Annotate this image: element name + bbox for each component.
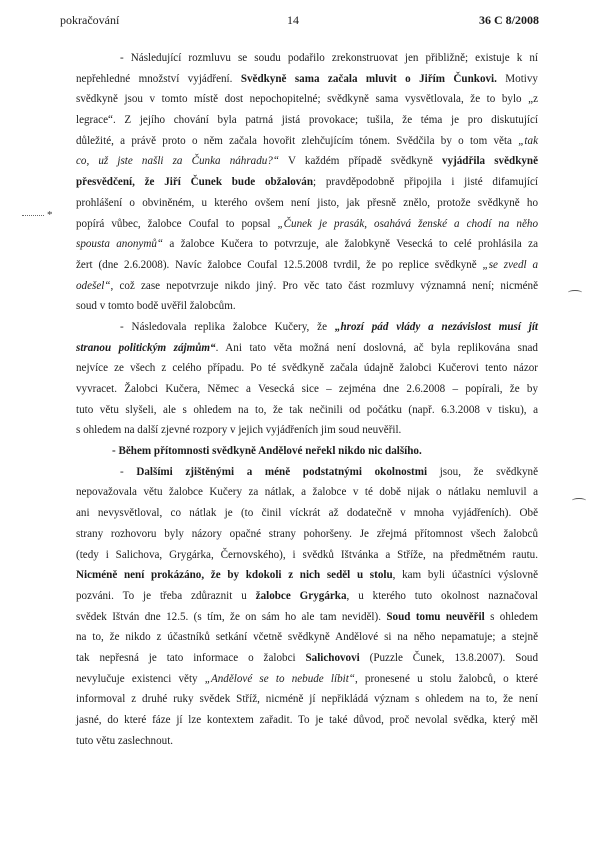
emphasized-text: „Čunek je prasák, osahává ženské a chodí na něho (277, 217, 538, 230)
text-line (76, 89, 538, 110)
paragraph (76, 317, 538, 441)
text-line (76, 503, 538, 524)
emphasized-text: Dalšími zjištěnými a méně podstatnými okolnostmi (136, 465, 428, 478)
text-run: nejvíce ze všech z celého případu. Po té svědkyně začala údajně žalobci Kučerovi tento názor (76, 362, 538, 375)
emphasized-text: odešel“ (76, 279, 111, 292)
text-run: , u kterého tuto okolnost naznačoval (346, 589, 538, 602)
text-run: vyvracet. Žalobci Kučera, Němec a Vesecká sice – zejména dne 2.6.2008 – popírali, že by (76, 383, 538, 395)
text-run: prohlášení o obviněném, u kterého ovšem není jisto, jak přesně znělo, protože svědkyně ho (76, 196, 538, 209)
text-run: (Puzzle Čunek, 13.8.2007). Soud (359, 651, 539, 664)
text-line (76, 131, 538, 152)
text-line (76, 689, 538, 710)
asterisk-mark: * (47, 209, 53, 221)
text-line (76, 172, 538, 193)
pen-stroke-mark (572, 498, 586, 503)
text-line (76, 358, 538, 379)
text-run: svědkyně jsou v tomto místě dost nepochopitelné; svědkyně sama vysvětlovala, že to bylo „z (76, 93, 538, 106)
text-run: (tedy i Salichova, Grygárka, Černovského), i svědků Ištvánka a Stříže, na předmětném rautu. (76, 548, 538, 561)
page-number: 14 (287, 13, 299, 27)
text-line (76, 441, 538, 462)
text-run: s ohledem na další zjevné rozpory v jejich vyjádřeních jim soud neuvěřil. (76, 424, 402, 437)
text-run: Motivy (496, 72, 538, 85)
text-line (76, 627, 538, 648)
text-line (76, 234, 538, 255)
text-run: tuto větu slyšeli, ale s ohledem na to, že tak nečinili od počátku (např. 6.3.2008 v tisku), a (76, 403, 538, 416)
text-run: jsou, že svědkyně (427, 465, 539, 478)
document-body (76, 48, 538, 751)
text-line (76, 669, 538, 690)
text-line (76, 338, 538, 359)
text-run: pozváni. To je třeba zdůraznit u (76, 589, 256, 602)
text-run: V každém případě svědkyně (279, 155, 442, 168)
emphasized-text: žalobce Grygárka (255, 589, 347, 602)
emphasized-text: Svědkyně sama začala mluvit o Jiřím Čunkovi. (240, 72, 497, 85)
emphasized-text: spousta anonymů“ (76, 238, 164, 251)
text-line (76, 379, 538, 400)
text-run: žert (dne 2.6.2008). Navíc žalobce Coufal 12.5.2008 tvrdil, že po replice svědkyně (76, 258, 483, 271)
page-header (0, 13, 595, 33)
emphasized-text: vyjádřila svědkyně (441, 155, 539, 168)
text-run: . Ani tato věta možná není doslovná, ač byla replikována snad (215, 341, 538, 354)
text-line (76, 462, 538, 483)
text-run: , pronesené u stolu žalobců, o které (354, 672, 538, 685)
emphasized-text: „Andělové se to nebude líbit“ (204, 672, 355, 685)
pen-stroke-mark (568, 290, 582, 295)
text-line (76, 648, 538, 669)
text-line (76, 607, 538, 628)
margin-annotation (22, 209, 53, 221)
text-run: - (120, 465, 137, 478)
case-number: 36 C 8/2008 (479, 13, 539, 27)
paragraph (76, 441, 538, 462)
text-run: jasné, do které fáze jí lze kontextem zařadit. To je také důvod, proč nevolal svědka, který měl (76, 714, 538, 726)
text-line (76, 586, 538, 607)
emphasized-text: co, už jste našli za Čunka náhradu?“ (76, 155, 280, 168)
text-line (76, 420, 538, 441)
text-run: nepřehledné množství vyjádření. (76, 72, 241, 85)
text-line (76, 400, 538, 421)
text-run: nepovažovala větu žalobce Kučery za nátlak, a žalobce v té době nijak o nátlaku nemluvil a (76, 486, 538, 499)
text-line (76, 545, 538, 566)
text-line (76, 710, 538, 731)
text-line (76, 276, 538, 297)
text-line (76, 193, 538, 214)
text-line (76, 69, 538, 90)
emphasized-text: stranou politickým zájmům“ (76, 341, 216, 354)
text-run: popírá vůbec, žalobce Coufal to popsal (76, 217, 278, 230)
emphasized-text: Nicméně není prokázáno, že by kdokoli z nich seděl u stolu (76, 569, 393, 582)
text-run: na to, že nikdo z účastníků setkání včetně svědkyně Andělové si na něho nepamatuje; a stejně (76, 631, 538, 644)
paragraph (76, 48, 538, 317)
text-run: informoval z druhé ruky svědek Stříž, nicméně jí nepřikládá význam s ohledem na to, že není (76, 693, 538, 706)
text-run: svědek Ištván dne 12.5. (s tím, že on sám ho ale tam neviděl). (76, 610, 387, 623)
text-line (76, 48, 538, 69)
text-run: důležité, a právě proto o něm začala hovořit zlehčujícím tónem. Svědčila by o tom věta (76, 134, 519, 147)
emphasized-text: „se zvedl a (482, 258, 538, 271)
text-line (76, 317, 538, 338)
text-line (76, 524, 538, 545)
continuation-label: pokračování (60, 13, 120, 27)
emphasized-text: Salichovovi (305, 651, 360, 664)
emphasized-text: „tak (518, 134, 538, 147)
text-run: ani nevysvětloval, co nátlak je (to činil víckrát až dodatečně v mnoha vyjádřeních). Obě (76, 507, 538, 520)
emphasized-text: - Během přítomnosti svědkyně Andělové neřekl nikdo nic dalšího. (112, 445, 422, 458)
paragraph (76, 462, 538, 752)
text-run: ; pravděpodobně připojila i jisté difamující (313, 176, 538, 189)
text-run: , což zase nepotvrzuje nikdo jiný. Pro věc tato část rozmluvy významná není; nicméně (110, 279, 538, 292)
text-run: s ohledem (484, 610, 538, 623)
text-line (76, 151, 538, 172)
text-run: tak nepřesná je tato informace o žalobci (76, 651, 306, 664)
text-line (76, 731, 538, 752)
emphasized-text: přesvědčení, že Jiří Čunek bude obžalován (76, 176, 314, 189)
text-line (76, 214, 538, 235)
text-run: soud v tomto bodě uvěřil žalobcům. (76, 300, 236, 313)
text-run: - Následovala replika žalobce Kučery, že (120, 320, 335, 333)
text-run: tuto větu zaslechnout. (76, 734, 174, 747)
text-line (76, 296, 538, 317)
text-run: legrace“. Z jejího chování byla patrná jistá provokace; tušila, že téma je pro diskutující (76, 114, 538, 127)
text-run: , kam byli účastníci výslovně (392, 569, 538, 582)
text-run: - Následující rozmluvu se soudu podařilo zrekonstruovat jen přibližně; existuje k ní (120, 52, 538, 64)
text-line (76, 482, 538, 503)
text-run: strany rozhovoru byly názory opačné strany pohoršeny. Je zřejmá přítomnost všech žalobců (76, 527, 538, 540)
emphasized-text: „hrozí pád vlády a nezávislost musí jít (334, 320, 539, 333)
text-run: a žalobce Kučera to potvrzuje, ale žalobkyně Vesecká to celé prohlásila za (163, 238, 538, 251)
text-line (76, 255, 538, 276)
text-run: nevylučuje existenci věty (76, 672, 205, 685)
text-line (76, 565, 538, 586)
text-line (76, 110, 538, 131)
emphasized-text: Soud tomu neuvěřil (386, 610, 485, 623)
